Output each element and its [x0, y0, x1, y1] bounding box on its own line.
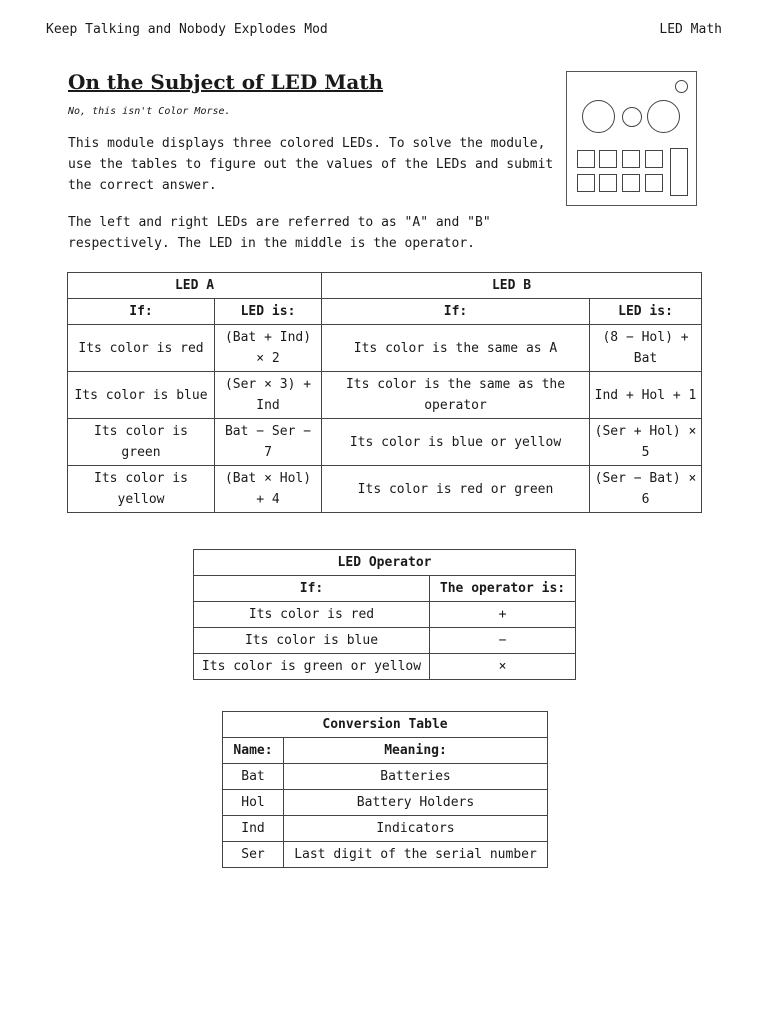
table-cell: Its color is green [68, 419, 215, 466]
table-row [223, 790, 548, 816]
column-header: Name: [223, 738, 284, 764]
table-row [68, 325, 702, 372]
table-cell: Its color is red or green [322, 466, 590, 513]
intro-paragraph: This module displays three colored LEDs. To solve the module, use the tables to figure out the values of the LEDs and submit the correct answer. [68, 136, 554, 193]
table-row [68, 466, 702, 513]
keypad-key-icon [599, 174, 617, 192]
column-header: If: [322, 299, 590, 325]
keypad-key-icon [577, 174, 595, 192]
table-cell: (Ser + Hol) × 5 [590, 419, 702, 466]
table-cell: Ind [223, 816, 284, 842]
column-header: If: [194, 576, 430, 602]
table-cell: Its color is green or yellow [194, 654, 430, 680]
table-cell: Last digit of the serial number [284, 842, 548, 868]
column-header: LED is: [215, 299, 322, 325]
table-cell: (Bat + Ind) × 2 [215, 325, 322, 372]
table-row [223, 764, 548, 790]
page-title: On the Subject of LED Math [68, 70, 384, 94]
table-cell: Hol [223, 790, 284, 816]
table-row [223, 816, 548, 842]
led-value-table [67, 272, 702, 513]
operator-table-title: LED Operator [194, 550, 576, 576]
table-cell: Its color is yellow [68, 466, 215, 513]
table-row [194, 628, 576, 654]
led-operator-icon [622, 107, 642, 127]
led-b-header: LED B [322, 273, 702, 299]
table-cell: + [430, 602, 576, 628]
table-cell: Its color is blue [68, 372, 215, 419]
keypad-key-icon [645, 150, 663, 168]
table-row [223, 842, 548, 868]
table-cell: Indicators [284, 816, 548, 842]
table-row [194, 654, 576, 680]
table-cell: − [430, 628, 576, 654]
keypad-key-icon [599, 150, 617, 168]
column-header: Meaning: [284, 738, 548, 764]
module-diagram [566, 71, 697, 206]
table-cell: (Ser − Bat) × 6 [590, 466, 702, 513]
table-cell: Battery Holders [284, 790, 548, 816]
led-a-header: LED A [68, 273, 322, 299]
table-cell: Its color is blue [194, 628, 430, 654]
flavor-text: No, this isn't Color Morse. [68, 106, 231, 117]
table-row [194, 602, 576, 628]
table-row [68, 372, 702, 419]
keypad-key-icon [622, 174, 640, 192]
table-cell: Its color is red [194, 602, 430, 628]
table-row [68, 419, 702, 466]
status-light-icon [675, 80, 688, 93]
table-cell: (Ser × 3) + Ind [215, 372, 322, 419]
table-cell: Its color is red [68, 325, 215, 372]
table-cell: Its color is the same as the operator [322, 372, 590, 419]
table-cell: × [430, 654, 576, 680]
table-cell: Batteries [284, 764, 548, 790]
table-cell: Its color is the same as A [322, 325, 590, 372]
table-cell: (Bat × Hol) + 4 [215, 466, 322, 513]
table-cell: Its color is blue or yellow [322, 419, 590, 466]
column-header: LED is: [590, 299, 702, 325]
keypad-key-icon [622, 150, 640, 168]
conversion-table [222, 711, 548, 868]
led-description-paragraph: The left and right LEDs are referred to as "A" and "B" respectively. The LED in the middle is the operator. [68, 215, 491, 251]
page-header [46, 22, 722, 37]
header-left: Keep Talking and Nobody Explodes Mod [46, 22, 328, 37]
table-cell: (8 − Hol) + Bat [590, 325, 702, 372]
column-header: If: [68, 299, 215, 325]
operator-table [193, 549, 576, 680]
table-cell: Bat [223, 764, 284, 790]
table-cell: Bat − Ser − 7 [215, 419, 322, 466]
led-b-icon [647, 100, 680, 133]
keypad-key-icon [577, 150, 595, 168]
conversion-table-title: Conversion Table [223, 712, 548, 738]
table-cell: Ind + Hol + 1 [590, 372, 702, 419]
led-a-icon [582, 100, 615, 133]
column-header: The operator is: [430, 576, 576, 602]
table-cell: Ser [223, 842, 284, 868]
keypad-key-icon [645, 174, 663, 192]
header-right: LED Math [659, 22, 722, 37]
submit-key-icon [670, 148, 688, 196]
